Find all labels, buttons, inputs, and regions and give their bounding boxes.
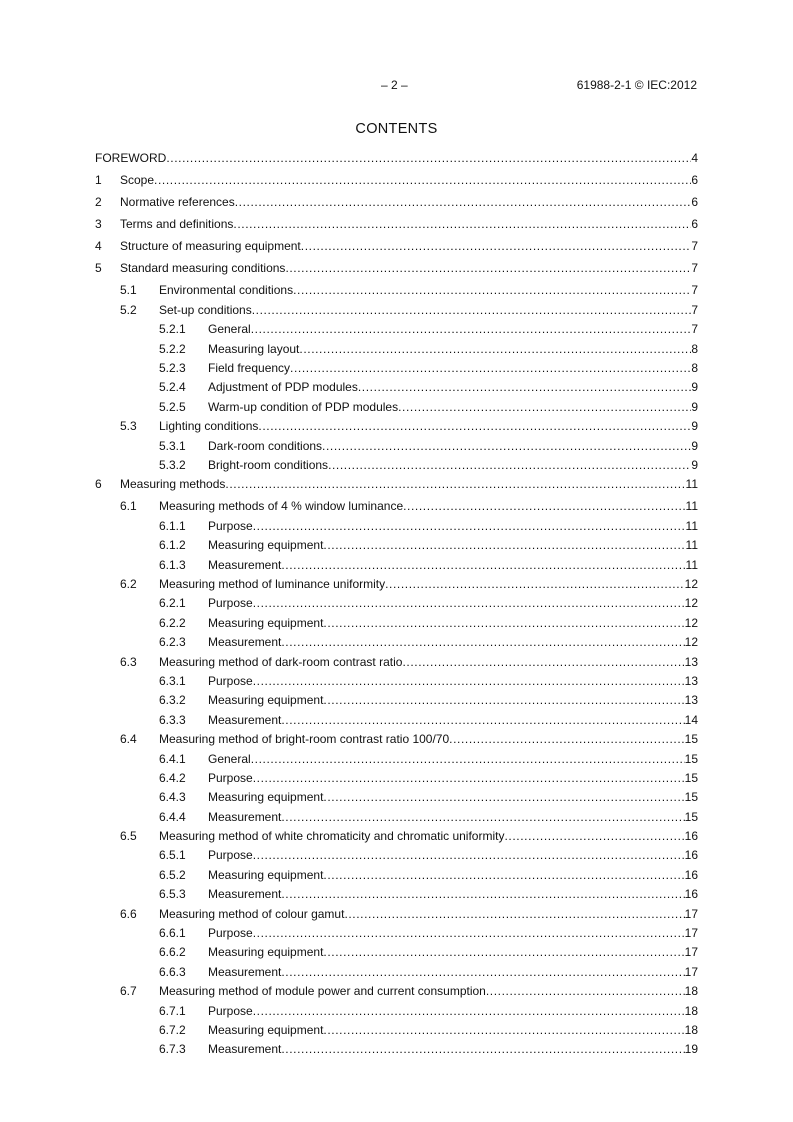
toc-entry-title: Adjustment of PDP modules [208,380,358,395]
toc-entry[interactable] [95,943,698,962]
toc-entry-title: Scope [120,173,155,188]
dot-leader [253,672,685,691]
toc-entry-number: 5.3 [120,419,137,434]
toc-entry[interactable] [95,237,698,256]
toc-entry[interactable] [95,788,698,807]
toc-entry-number: 1 [95,173,102,188]
toc-entry[interactable] [95,517,698,536]
toc-entry-page: 7 [691,283,698,298]
toc-entry-title: Field frequency [208,361,291,376]
toc-entry-page: 9 [691,399,698,414]
dot-leader [281,963,684,982]
toc-entry-number: 4 [95,239,102,254]
dot-leader [253,846,685,865]
toc-entry-number: 6.2.3 [159,635,186,650]
toc-entry-page: 15 [684,751,698,766]
toc-entry[interactable] [95,594,698,613]
toc-entry-page: 13 [684,654,698,669]
toc-entry-page: 15 [684,809,698,824]
toc-entry-page: 15 [684,732,698,747]
dot-leader [449,730,684,749]
toc-entry-title: Lighting conditions [159,419,259,434]
toc-entry-page: 11 [685,518,698,533]
dot-leader [281,1040,684,1059]
toc-entry[interactable] [95,497,698,516]
toc-entry-title: Terms and definitions [120,217,234,232]
toc-entry-number: 6.6.1 [159,926,186,941]
toc-entry[interactable] [95,301,698,320]
toc-entry-page: 16 [684,848,698,863]
toc-entry-title: Measurement [208,557,282,572]
toc-entry-number: 5.2 [120,302,137,317]
toc-entry-page: 9 [691,380,698,395]
toc-entry-title: Purpose [208,596,253,611]
toc-entry[interactable] [95,672,698,691]
toc-entry-page: 8 [691,341,698,356]
toc-entry-page: 7 [691,322,698,337]
toc-entry[interactable] [95,924,698,943]
toc-entry-number: 6.5.2 [159,867,186,882]
dot-leader [403,497,685,516]
toc-entry[interactable] [95,846,698,865]
toc-entry-page: 6 [691,195,698,210]
toc-entry-page: 7 [691,239,698,254]
toc-entry-number: 5.2.3 [159,361,186,376]
dot-leader [323,943,684,962]
toc-entry-number: 6.7.3 [159,1042,186,1057]
toc-entry-number: 6.1.2 [159,538,186,553]
toc-entry-title: Measurement [208,964,282,979]
toc-entry-number: 6.1.1 [159,518,186,533]
dot-leader [486,982,685,1001]
toc-entry-title: Measurement [208,887,282,902]
dot-leader [166,149,691,168]
toc-entry-title: Purpose [208,926,253,941]
toc-entry[interactable] [95,1040,698,1059]
toc-entry-page: 16 [684,867,698,882]
toc-entry-page: 9 [691,438,698,453]
toc-entry-title: General [208,322,251,337]
toc-entry-page: 11 [685,499,698,514]
dot-leader [235,193,692,212]
toc-entry-number: 5.2.5 [159,399,186,414]
toc-entry-number: 6.5.3 [159,887,186,902]
toc-entry-number: 6.5 [120,829,137,844]
toc-entry[interactable] [95,885,698,904]
toc-entry[interactable] [95,259,698,278]
dot-leader [290,359,691,378]
toc-entry[interactable] [95,866,698,885]
toc-entry-number: 6.2 [120,577,137,592]
dot-leader [253,769,685,788]
toc-entry-page: 15 [684,770,698,785]
toc-entry-page: 18 [684,984,698,999]
toc-entry[interactable] [95,320,698,339]
toc-entry[interactable] [95,614,698,633]
dot-leader [285,259,691,278]
dot-leader [252,301,692,320]
toc-entry[interactable] [95,769,698,788]
toc-entry-title: Measuring equipment [208,867,324,882]
toc-entry[interactable] [95,575,698,594]
toc-entry-title: Standard measuring conditions [120,261,286,276]
toc-entry-number: 6.3.3 [159,712,186,727]
toc-entry-page: 11 [685,557,698,572]
dot-leader [323,788,684,807]
toc-entry[interactable] [95,691,698,710]
toc-entry-title: Measurement [208,809,282,824]
toc-entry-number: 6.1 [120,499,137,514]
dot-leader [253,924,685,943]
toc-entry-title: Measuring equipment [208,790,324,805]
toc-entry-title: Measuring equipment [208,693,324,708]
toc-entry-title: Measuring methods of 4 % window luminance [159,499,404,514]
toc-entry[interactable] [95,417,698,436]
toc-entry-number: 6.3.2 [159,693,186,708]
dot-leader [323,866,684,885]
toc-entry-title: Measurement [208,635,282,650]
toc-entry-page: 17 [684,906,698,921]
toc-entry-page: 4 [691,151,698,165]
dot-leader [504,827,684,846]
toc-entry-title: Purpose [208,518,253,533]
toc-entry-number: 3 [95,217,102,232]
toc-entry-number: 2 [95,195,102,210]
dot-leader [323,614,684,633]
toc-entry-title: Measuring method of luminance uniformity [159,577,386,592]
dot-leader [299,340,691,359]
toc-entry-title: Measuring equipment [208,615,324,630]
toc-entry-number: 6.4 [120,732,137,747]
dot-leader [281,633,684,652]
toc-entry-title: Purpose [208,1003,253,1018]
toc-entry-title: Set-up conditions [159,302,252,317]
toc-entry-page: 6 [691,217,698,232]
toc-entry-page: 12 [684,577,698,592]
toc-entry[interactable] [95,359,698,378]
toc-entry-number: 5.2.2 [159,341,186,356]
toc-entry-title: Measuring equipment [208,538,324,553]
toc-entry-page: 7 [691,261,698,276]
toc-entry-title: FOREWORD [95,151,167,165]
toc-entry[interactable] [95,982,698,1001]
toc-entry-number: 6.5.1 [159,848,186,863]
toc-entry-title: Measuring method of module power and current consumption [159,984,486,999]
dot-leader [323,536,685,555]
toc-entry-page: 18 [684,1023,698,1037]
toc-entry[interactable] [95,475,698,494]
toc-entry-page: 17 [684,926,698,941]
toc-entry-title: Structure of measuring equipment [120,239,301,254]
toc-entry[interactable] [95,215,698,234]
toc-entry[interactable] [95,437,698,456]
dot-leader [385,575,685,594]
toc-entry-number: 6.4.3 [159,790,186,805]
toc-entry-title: Purpose [208,770,253,785]
toc-entry-title: Measuring equipment [208,1023,324,1037]
toc-entry-page: 19 [684,1042,698,1057]
toc-entry-title: Warm-up condition of PDP modules [208,399,399,414]
toc-entry-page: 9 [691,457,698,472]
toc-entry[interactable] [95,653,698,672]
toc-entry-number: 6.7.1 [159,1003,186,1018]
toc-entry-title: Bright-room conditions [208,457,329,472]
dot-leader [154,171,691,190]
toc-entry-number: 6 [95,477,102,492]
toc-entry[interactable] [95,711,698,730]
toc-entry[interactable] [95,730,698,749]
toc-entry-number: 6.6.2 [159,945,186,960]
toc-entry-page: 12 [684,635,698,650]
toc-entry[interactable] [95,378,698,397]
toc-entry[interactable] [95,827,698,846]
page-number: – 2 – [381,78,408,92]
toc-entry-title: Measuring method of colour gamut [159,906,345,921]
toc-entry[interactable] [95,281,698,300]
toc-entry[interactable] [95,398,698,417]
toc-entry-number: 5.1 [120,283,137,298]
dot-leader [281,885,684,904]
toc-entry-page: 15 [684,790,698,805]
toc-entry-title: Measuring method of dark-room contrast ratio [159,654,403,669]
toc-entry-title: Dark-room conditions [208,438,323,453]
toc-entry-title: Measuring layout [208,341,300,356]
toc-entry-number: 6.6.3 [159,964,186,979]
toc-entry-number: 6.7.2 [159,1023,186,1037]
dot-leader [328,456,691,475]
toc-entry-number: 5 [95,261,102,276]
toc-entry-title: Measuring method of white chromaticity and chromatic uniformity [159,829,505,844]
toc-entry-title: Measurement [208,712,282,727]
dot-leader [398,398,691,417]
toc-entry-page: 14 [684,712,698,727]
dot-leader [281,711,684,730]
toc-entry[interactable] [95,633,698,652]
toc-entry[interactable] [95,149,698,168]
toc-entry-number: 6.1.3 [159,557,186,572]
toc-entry[interactable] [95,456,698,475]
toc-entry-page: 11 [685,538,698,553]
dot-leader [225,475,685,494]
dot-leader [251,320,692,339]
toc-entry-number: 6.7 [120,984,137,999]
toc-entry-number: 6.2.2 [159,615,186,630]
toc-entry-title: Measuring equipment [208,945,324,960]
toc-entry-page: 9 [691,419,698,434]
toc-entry-number: 5.2.4 [159,380,186,395]
toc-entry-title: Purpose [208,848,253,863]
toc-entry-number: 6.6 [120,906,137,921]
table-of-contents [95,149,698,1060]
toc-entry-title: Measuring method of bright-room contrast ratio 100/70 [159,732,450,747]
toc-entry-page: 17 [684,964,698,979]
dot-leader [293,281,691,300]
toc-entry-title: Purpose [208,673,253,688]
toc-entry-page: 12 [684,615,698,630]
toc-entry-number: 5.2.1 [159,322,186,337]
toc-entry-page: 11 [685,477,698,492]
dot-leader [358,378,691,397]
dot-leader [323,1021,684,1040]
toc-entry-title: Normative references [120,195,235,210]
contents-title: CONTENTS [355,121,438,137]
toc-entry-page: 17 [684,945,698,960]
toc-entry-number: 6.4.1 [159,751,186,766]
toc-entry[interactable] [95,963,698,982]
dot-leader [402,653,684,672]
toc-entry[interactable] [95,340,698,359]
toc-entry[interactable] [95,1021,698,1040]
dot-leader [281,808,684,827]
toc-entry[interactable] [95,556,698,575]
toc-entry-page: 6 [691,173,698,188]
toc-entry[interactable] [95,750,698,769]
dot-leader [253,1002,685,1021]
dot-leader [258,417,691,436]
toc-entry-page: 13 [684,693,698,708]
toc-entry-page: 16 [684,887,698,902]
toc-entry-page: 7 [691,302,698,317]
toc-entry-number: 6.4.4 [159,809,186,824]
toc-entry-page: 12 [684,596,698,611]
toc-entry-page: 18 [684,1003,698,1018]
page-header [0,78,793,94]
toc-entry-number: 6.3.1 [159,673,186,688]
toc-entry-title: Measurement [208,1042,282,1057]
toc-entry-title: Environmental conditions [159,283,294,298]
toc-entry-page: 13 [684,673,698,688]
toc-entry[interactable] [95,1002,698,1021]
toc-entry-title: Measuring methods [120,477,226,492]
toc-entry[interactable] [95,536,698,555]
dot-leader [281,556,685,575]
toc-entry[interactable] [95,905,698,924]
toc-entry-page: 8 [691,361,698,376]
toc-entry-number: 6.3 [120,654,137,669]
dot-leader [253,517,686,536]
standard-id: 61988-2-1 © IEC:2012 [576,78,697,92]
toc-entry-number: 6.2.1 [159,596,186,611]
dot-leader [233,215,691,234]
dot-leader [253,594,685,613]
dot-leader [344,905,684,924]
dot-leader [323,691,684,710]
toc-entry-title: General [208,751,251,766]
toc-entry-number: 5.3.2 [159,457,186,472]
dot-leader [301,237,692,256]
toc-entry[interactable] [95,193,698,212]
toc-entry-number: 5.3.1 [159,438,186,453]
toc-entry[interactable] [95,808,698,827]
dot-leader [322,437,691,456]
toc-entry[interactable] [95,171,698,190]
dot-leader [251,750,685,769]
toc-entry-number: 6.4.2 [159,770,186,785]
toc-entry-page: 16 [684,829,698,844]
